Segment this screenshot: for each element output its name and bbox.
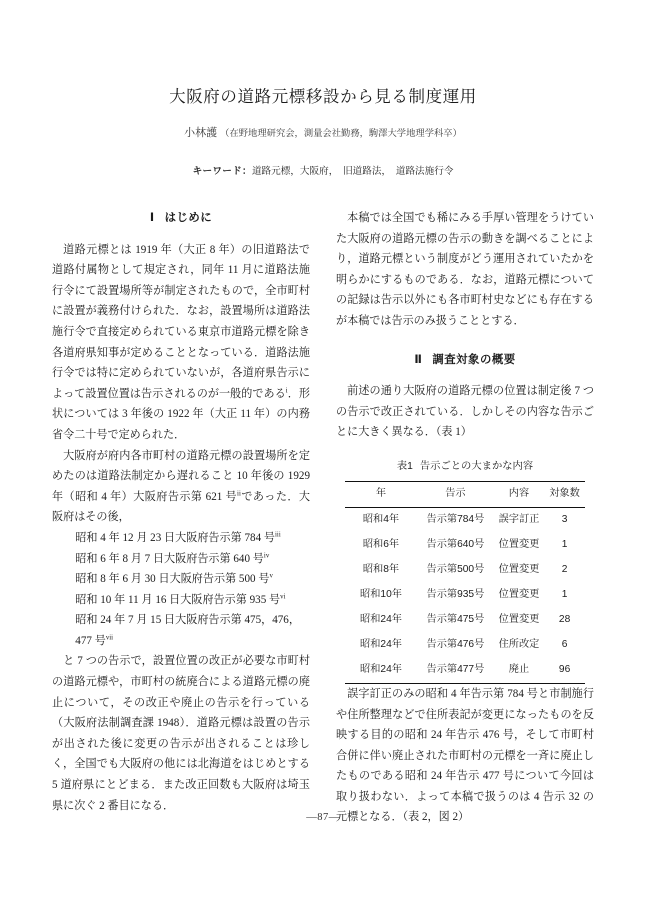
list-item <box>52 549 310 570</box>
paragraph-purpose: 本稿では全国でも稀にみる手厚い管理をうけていた大阪府の道路元標の告示の動きを調べることにより，道路元標という制度がどう運用されていたかを明らかにするものである．なお，道路元標についての記録は告示以外にも各市町村史などにも存在するが本稿では告示のみ扱うこととする． <box>336 212 594 327</box>
paragraph-intro-1-text-a: 道路元標とは 1919 年（大正 8 年）の旧道路法で道路付属物として規定され，同年 11 月に道路法施行令にて設置場所等が制定されたもので，全市町村に設置が義務付けられた．なお，設置場所は道路法施行令で直接定められている東京市道路元標を除き各道府県知事が定めることとなっている．道路法施行令では特に定められていないが，各道府県告示によって設置位置は告示されるのが一般的である <box>52 243 310 400</box>
notice-text: 昭和 4 年 12 月 23 日大阪府告示第 784 号 <box>75 531 275 544</box>
cell-content: 位置変更 <box>498 564 540 576</box>
notice-text: 昭和 10 年 11 月 16 日大阪府告示第 935 号 <box>75 593 281 606</box>
author-name: 小林護 <box>184 127 218 139</box>
notice-text: 昭和 24 年 7 月 15 日大阪府告示第 475，476， <box>75 614 300 627</box>
paragraph-intro-2 <box>52 446 310 528</box>
table-row <box>345 608 585 633</box>
table-1-caption <box>336 457 594 478</box>
footnote-marker-v: v <box>269 572 273 580</box>
cell-year: 昭和24年 <box>360 639 402 651</box>
page-folio: —87— <box>306 812 340 823</box>
table-row <box>345 508 585 533</box>
list-item <box>52 528 310 549</box>
cell-year: 昭和8年 <box>362 564 400 576</box>
keywords-value: 道路元標，大阪府， 旧道路法， 道路法施行令 <box>251 166 454 177</box>
paragraph-overview-1: 前述の通り大阪府の道路元標の位置は制定後 7 つの告示で改正されている．しかしその内容な告示ごとに大きく異なる．（表 1） <box>336 385 594 439</box>
cell-content: 住所改定 <box>498 639 540 651</box>
section-heading-1 <box>52 208 310 229</box>
keywords-line <box>0 163 646 177</box>
author-line <box>0 124 646 140</box>
author-affiliation: （在野地理研究会，測量会社勤務，駒澤大学地理学科卒） <box>220 128 462 138</box>
cell-content: 位置変更 <box>498 614 540 626</box>
column-header-content: 内容 <box>508 488 530 500</box>
cell-count: 96 <box>558 664 571 676</box>
cell-notice: 告示第500号 <box>426 564 485 576</box>
section-heading-2 <box>336 350 594 371</box>
table-row <box>345 583 585 608</box>
footnote-marker-iii: iii <box>275 531 281 539</box>
page-title: 大阪府の道路元標移設から見る制度運用 <box>169 88 477 106</box>
footnote-marker-i: i <box>285 387 288 395</box>
cell-count: 1 <box>561 539 568 551</box>
cell-content: 誤字訂正 <box>498 514 540 526</box>
cell-notice: 告示第477号 <box>426 664 485 676</box>
cell-content: 位置変更 <box>498 589 540 601</box>
cell-count: 1 <box>561 589 568 601</box>
paragraph-intro-2-text-b: であった．大阪府はその後， <box>52 490 310 524</box>
list-item <box>52 569 310 590</box>
paragraph-intro-2-text-a: 大阪府が府内各市町村の道路元標の設置場所を定めたのは道路法制定から遅れること 10 年後の 1929 年（昭和 4 年）大阪府告示第 621 号 <box>52 449 310 503</box>
notice-text: 昭和 6 年 8 月 7 日大阪府告示第 640 号 <box>75 552 264 565</box>
cell-year: 昭和24年 <box>360 664 402 676</box>
cell-count: 2 <box>561 564 568 576</box>
cell-year: 昭和4年 <box>362 514 400 526</box>
paragraph-overview-2: 誤字訂正のみの昭和 4 年告示第 784 号と市制施行や住所整理などで住所表記が変更になったものを反映する目的の昭和 24 年告示 476 号，そして市町村合併に伴い廃止された市町村の元標を一斉に廃止したものである昭和 24 年告示 477 号について今回は取り扱わない．よって本稿で扱うのは 4 告示 32 の元標となる．（表 2，図 2） <box>336 687 594 824</box>
table-1-caption-text: 告示ごとの大まかな内容 <box>419 460 534 472</box>
cell-notice: 告示第935号 <box>426 589 485 601</box>
cell-notice: 告示第784号 <box>426 514 485 526</box>
notice-text: 477 号 <box>75 634 106 647</box>
cell-count: 28 <box>558 614 571 626</box>
section-1-title: はじめに <box>164 212 213 224</box>
cell-year: 昭和24年 <box>360 614 402 626</box>
footnote-marker-vii: vii <box>105 634 114 642</box>
footnote-marker-ii: ii <box>237 490 241 498</box>
paragraph-intro-3: と 7 つの告示で，設置位置の改正が必要な市町村の道路元標や，市町村の統廃合による道路元標の廃止について，その改正や廃止の告示を行っている（大阪府法制調査課 1948）．道路元標は設置の告示が出された後に変更の告示が出されることは珍しく，全国でも大阪府の他には北海道をはじめとする 5 道府県にとどまる．また改正回数も大阪府は埼玉県に次ぐ 2 番目になる． <box>52 655 310 812</box>
paragraph-intro-1-text-b: ．形状については 3 年後の 1922 年（大正 11 年）の内務省令二十号で定められた． <box>52 387 310 441</box>
section-1-numeral: Ⅰ <box>149 212 155 224</box>
table-row <box>345 533 585 558</box>
table-1-caption-number: 表1 <box>396 460 413 472</box>
table-row <box>345 558 585 583</box>
table-header-row <box>345 481 585 508</box>
list-item <box>52 631 310 652</box>
cell-content: 廃止 <box>508 664 530 676</box>
column-left <box>52 208 310 816</box>
cell-notice: 告示第475号 <box>426 614 485 626</box>
column-right <box>336 208 594 828</box>
cell-count: 6 <box>561 639 568 651</box>
footnote-marker-iv: iv <box>263 551 270 559</box>
table-1 <box>345 481 585 684</box>
column-header-count: 対象数 <box>549 488 580 500</box>
column-header-year: 年 <box>375 488 387 500</box>
column-header-notice: 告示 <box>445 488 466 500</box>
section-2-title: 調査対象の概要 <box>432 353 516 366</box>
table-1-block <box>336 457 594 684</box>
keywords-label: キーワード： <box>192 166 252 177</box>
notice-list <box>52 528 310 652</box>
cell-count: 3 <box>561 514 568 526</box>
cell-notice: 告示第640号 <box>426 539 485 551</box>
table-row <box>345 633 585 658</box>
list-item <box>52 610 310 631</box>
cell-year: 昭和10年 <box>360 589 402 601</box>
list-item <box>52 590 310 611</box>
cell-notice: 告示第476号 <box>426 639 485 651</box>
paragraph-intro-1 <box>52 240 310 446</box>
section-2-numeral: Ⅱ <box>414 353 423 366</box>
cell-content: 位置変更 <box>498 539 540 551</box>
table-row <box>345 658 585 683</box>
cell-year: 昭和6年 <box>362 539 400 551</box>
notice-text: 昭和 8 年 6 月 30 日大阪府告示第 500 号 <box>75 573 270 586</box>
footnote-marker-vi: vi <box>280 593 286 600</box>
